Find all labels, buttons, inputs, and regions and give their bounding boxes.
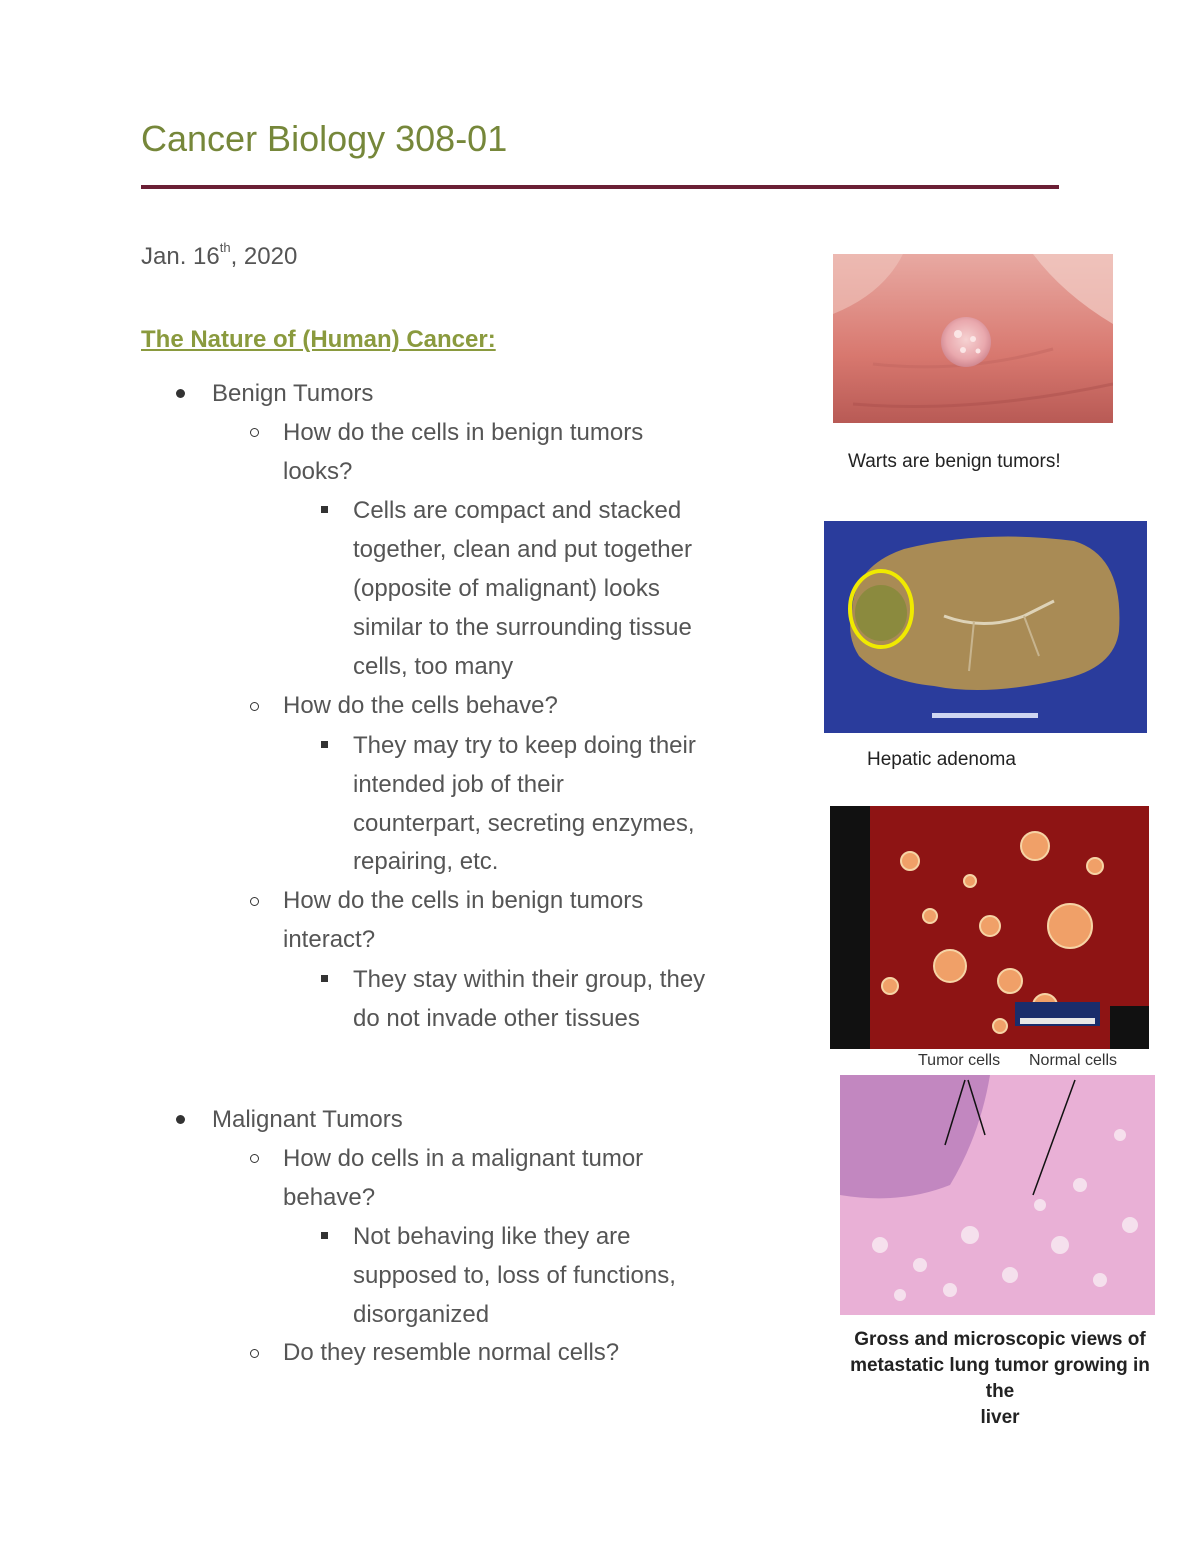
date-main: Jan. 16: [141, 243, 220, 270]
wart-photo: [833, 254, 1113, 423]
bullet-square: [321, 975, 328, 982]
gross-metastasis-photo: [830, 806, 1149, 1049]
benign-label: Benign Tumors: [212, 380, 374, 407]
benign-a3-line1: They stay within their group, they: [353, 966, 706, 993]
benign-a1-line2: together, clean and put together: [353, 536, 692, 563]
benign-a2-line3: counterpart, secreting enzymes,: [353, 810, 695, 837]
benign-q1-line1: How do the cells in benign tumors: [283, 419, 644, 446]
label-tumor-cells: Tumor cells: [918, 1052, 1001, 1069]
benign-a2-line4: repairing, etc.: [353, 848, 499, 875]
benign-q2: How do the cells behave?: [283, 692, 558, 719]
liver-photo: [824, 521, 1147, 733]
benign-a3-line2: do not invade other tissues: [353, 1005, 640, 1032]
document-title: Cancer Biology 308-01: [141, 118, 508, 159]
malignant-label: Malignant Tumors: [212, 1106, 403, 1133]
title-divider: [141, 185, 1059, 189]
metastasis-caption-line2: metastatic lung tumor growing in the: [850, 1355, 1150, 1402]
bullet-circle: [250, 1349, 259, 1358]
section-heading: The Nature of (Human) Cancer:: [141, 326, 496, 353]
benign-a2-line2: intended job of their: [353, 771, 564, 798]
malignant-a1-line1: Not behaving like they are: [353, 1223, 631, 1250]
malignant-q1-line2: behave?: [283, 1184, 376, 1211]
malignant-a1-line3: disorganized: [353, 1301, 490, 1328]
date-suffix: th: [219, 240, 231, 255]
bullet-square: [321, 506, 328, 513]
malignant-a1-line2: supposed to, loss of functions,: [353, 1262, 676, 1289]
malignant-q1-line1: How do cells in a malignant tumor: [283, 1145, 644, 1172]
histology-image: [840, 1075, 1155, 1315]
bullet-circle: [250, 897, 259, 906]
label-normal-cells: Normal cells: [1029, 1052, 1118, 1069]
bullet-dot: [176, 389, 185, 398]
benign-a1-line3: (opposite of malignant) looks: [353, 575, 660, 602]
bullet-square: [321, 1232, 328, 1239]
malignant-q2: Do they resemble normal cells?: [283, 1339, 620, 1366]
wart-caption: Warts are benign tumors!: [848, 451, 1061, 472]
bullet-circle: [250, 1154, 259, 1163]
benign-a2-line1: They may try to keep doing their: [353, 732, 696, 759]
benign-a1-line5: cells, too many: [353, 653, 514, 680]
benign-q3-line1: How do the cells in benign tumors: [283, 887, 644, 914]
liver-caption: Hepatic adenoma: [867, 749, 1016, 770]
date-year: , 2020: [230, 243, 298, 270]
bullet-circle: [250, 702, 259, 711]
metastasis-caption-line1: Gross and microscopic views of: [854, 1329, 1146, 1350]
metastasis-caption: [835, 1327, 1165, 1431]
bullet-square: [321, 741, 328, 748]
benign-a1-line4: similar to the surrounding tissue: [353, 614, 692, 641]
bullet-circle: [250, 428, 259, 437]
metastasis-caption-line3: liver: [980, 1407, 1020, 1428]
benign-q3-line2: interact?: [283, 926, 376, 953]
lecture-date: [141, 240, 298, 271]
bullet-dot: [176, 1115, 185, 1124]
benign-q1-line2: looks?: [283, 458, 353, 485]
benign-a1-line1: Cells are compact and stacked: [353, 497, 682, 524]
